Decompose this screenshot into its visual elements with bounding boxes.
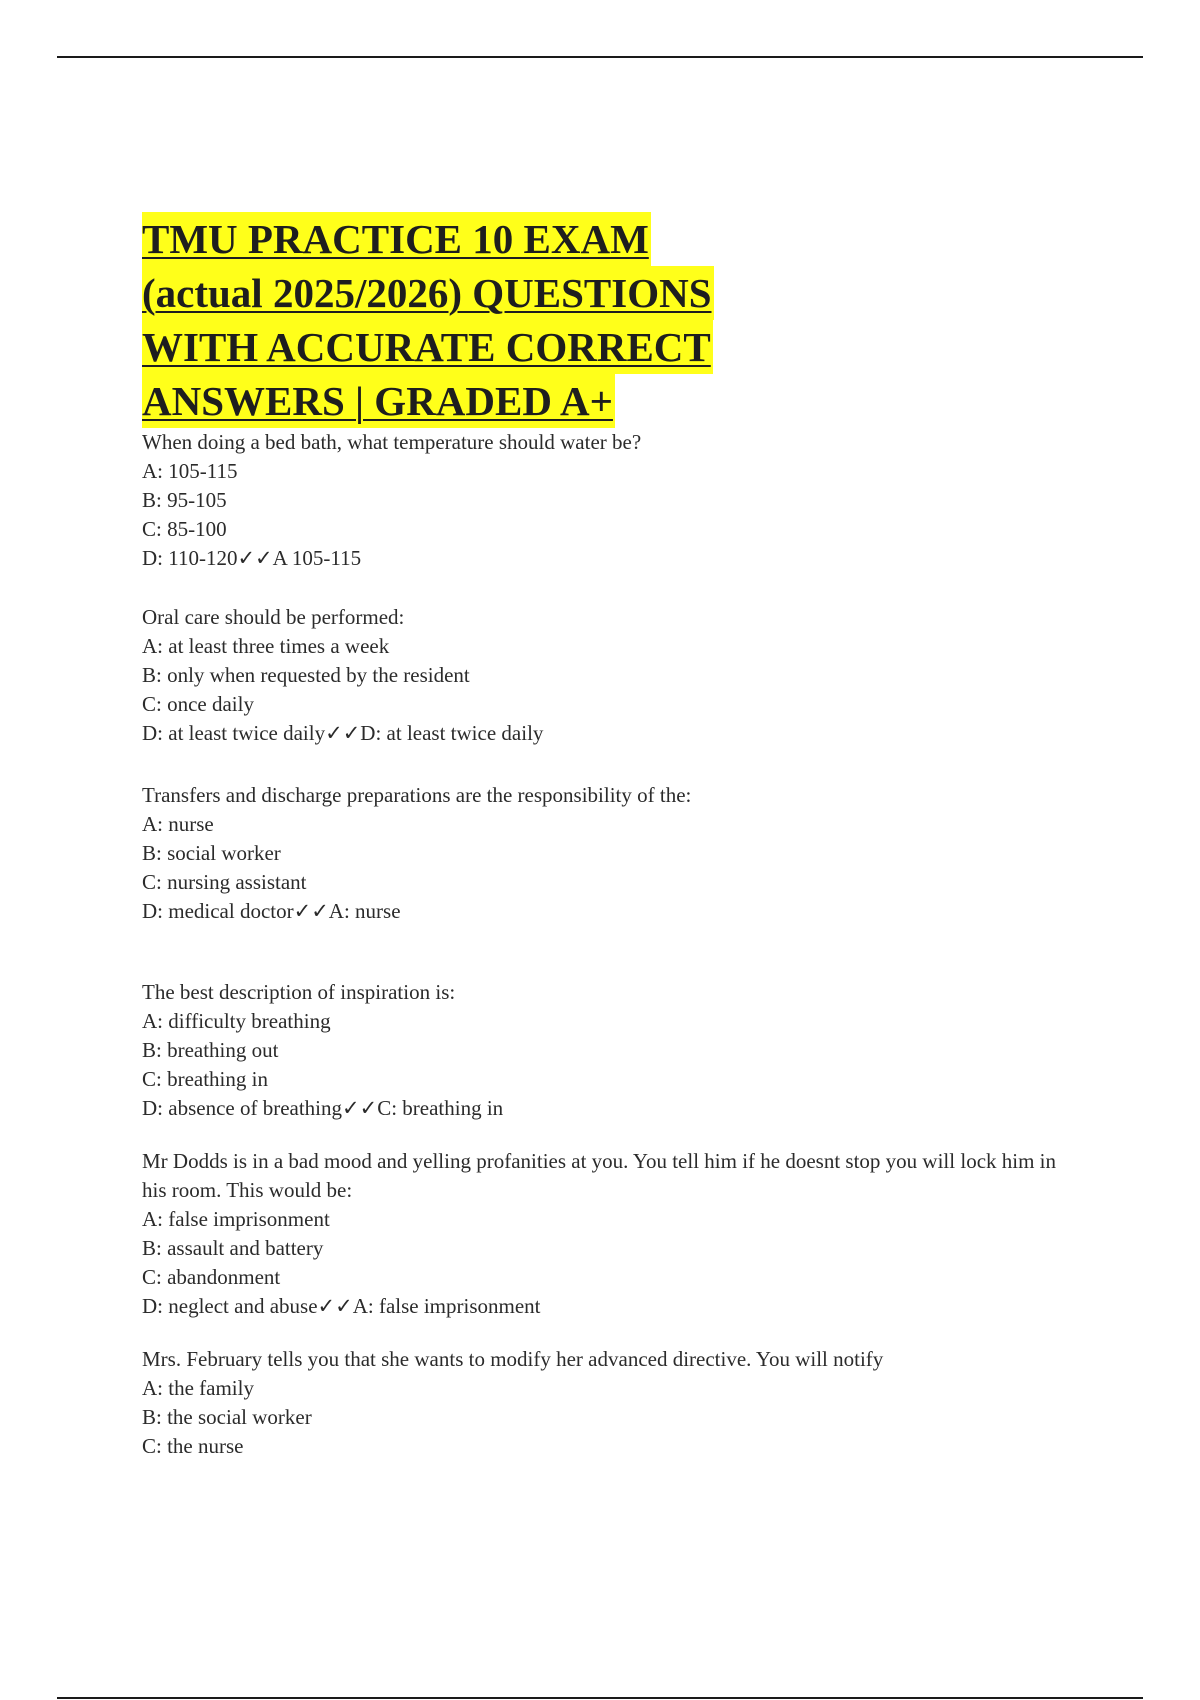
question-stem: Transfers and discharge preparations are the responsibility of the: (142, 783, 692, 807)
answer-option: A: false imprisonment (142, 1207, 330, 1231)
answer-option: B: only when requested by the resident (142, 663, 470, 687)
answer-option: C: breathing in (142, 1067, 268, 1091)
document-title (142, 212, 1102, 428)
answer-option: A: the family (142, 1376, 254, 1400)
answer-option: A: nurse (142, 812, 214, 836)
answer-option: C: abandonment (142, 1265, 281, 1289)
question-1 (142, 428, 1102, 573)
spacer (142, 926, 1102, 978)
answer-option-with-key: D: 110-120✓✓A 105-115 (142, 546, 362, 570)
question-3 (142, 781, 1102, 926)
question-2 (142, 603, 1102, 748)
answer-option: B: 95-105 (142, 488, 227, 512)
spacer (142, 573, 1102, 603)
answer-option: B: social worker (142, 841, 281, 865)
question-5 (142, 1147, 1102, 1321)
answer-option-with-key: D: at least twice daily✓✓D: at least twice daily (142, 721, 544, 745)
answer-option: C: 85-100 (142, 517, 227, 541)
spacer (142, 748, 1102, 781)
answer-option: A: difficulty breathing (142, 1009, 331, 1033)
answer-option: C: nursing assistant (142, 870, 307, 894)
header-rule (57, 56, 1143, 58)
answer-option: A: at least three times a week (142, 634, 390, 658)
answer-option: B: breathing out (142, 1038, 279, 1062)
title-line: WITH ACCURATE CORRECT (142, 320, 713, 374)
question-stem: When doing a bed bath, what temperature should water be? (142, 430, 642, 454)
document-body (142, 212, 1102, 1461)
title-line: ANSWERS | GRADED A+ (142, 374, 615, 428)
spacer (142, 1123, 1102, 1147)
answer-option: C: once daily (142, 692, 254, 716)
question-4 (142, 978, 1102, 1123)
spacer (142, 1321, 1102, 1345)
question-stem: Oral care should be performed: (142, 605, 405, 629)
answer-option: B: the social worker (142, 1405, 312, 1429)
answer-option-with-key: D: neglect and abuse✓✓A: false imprisonment (142, 1294, 541, 1318)
footer-rule (57, 1697, 1143, 1699)
question-stem: Mrs. February tells you that she wants to modify her advanced directive. You will notify (142, 1347, 884, 1371)
answer-option: C: the nurse (142, 1434, 244, 1458)
answer-option: A: 105-115 (142, 459, 238, 483)
title-line: (actual 2025/2026) QUESTIONS (142, 266, 714, 320)
question-6 (142, 1345, 1102, 1461)
question-stem: Mr Dodds is in a bad mood and yelling profanities at you. You tell him if he doesnt stop you will lock him in his room. This would be: (142, 1149, 1057, 1202)
answer-option: B: assault and battery (142, 1236, 324, 1260)
answer-option-with-key: D: absence of breathing✓✓C: breathing in (142, 1096, 504, 1120)
title-line: TMU PRACTICE 10 EXAM (142, 212, 651, 266)
answer-option-with-key: D: medical doctor✓✓A: nurse (142, 899, 401, 923)
question-stem: The best description of inspiration is: (142, 980, 456, 1004)
